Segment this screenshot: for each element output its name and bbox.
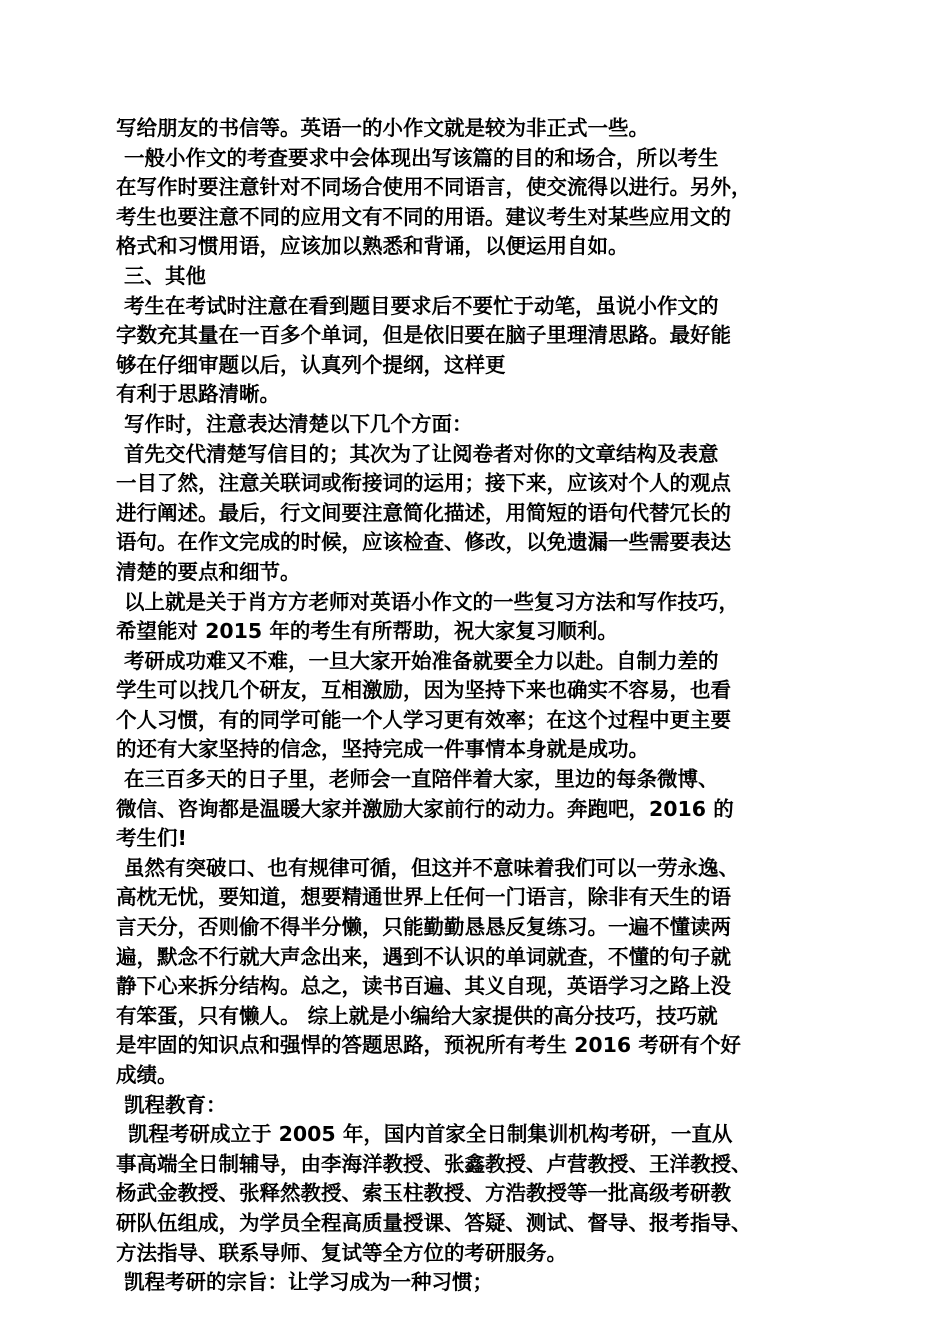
text-line: 考生在考试时注意在看到题目要求后不要忙于动笔，虽说小作文的 [124,293,719,318]
text-line: 个人习惯，有的同学可能一个人学习更有效率；在这个过程中更主要 [116,707,731,732]
text-line: 字数充其量在一百多个单词，但是依旧要在脑子里理清思路。最好能 [116,323,731,348]
text-line: 成绩。 [116,1063,178,1087]
text-line: 考研成功难又不难，一旦大家开始准备就要全力以赴。自制力差的 [124,648,719,673]
text-line: 高枕无忧，要知道，想要精通世界上任何一门语言，除非有天生的语 [116,885,731,910]
text-line: 有利于思路清晰。 [116,382,280,407]
text-line: 凯程考研成立于 2005 年，国内首家全日制集训机构考研，一直从 [128,1122,733,1147]
text-line: 有笨蛋，只有懒人。 综上就是小编给大家提供的高分技巧，技巧就 [116,1003,718,1028]
text-line: 静下心来拆分结构。总之，读书百遍、其义自现，英语学习之路上没 [116,974,731,999]
text-line: 写给朋友的书信等。英语一的小作文就是较为非正式一些。 [116,116,649,140]
text-line: 一目了然，注意关联词或衔接词的运用；接下来，应该对个人的观点 [116,471,731,496]
document-body [116,114,861,1298]
text-line: 一般小作文的考查要求中会体现出写该篇的目的和场合，所以考生 [124,145,719,170]
text-line: 够在仔细审题以后，认真列个提纲，这样更 [116,352,506,377]
text-line: 杨武金教授、张释然教授、索玉柱教授、方浩教授等一批高级考研教 [116,1181,731,1206]
text-line: 进行阐述。最后，行文间要注意简化描述，用简短的语句代替冗长的 [116,500,731,525]
text-line: 事高端全日制辅导，由李海洋教授、张鑫教授、卢营教授、王洋教授、 [116,1151,752,1176]
section-heading: 凯程教育： [124,1092,227,1117]
text-line: 清楚的要点和细节。 [116,559,301,584]
text-line: 首先交代清楚写信目的；其次为了让阅卷者对你的文章结构及表意 [124,441,719,466]
text-line: 学生可以找几个研友，互相激励，因为坚持下来也确实不容易，也看 [116,678,731,703]
text-line: 在写作时要注意针对不同场合使用不同语言，使交流得以进行。另外， [116,175,752,200]
text-line: 遍，默念不行就大声念出来，遇到不认识的单词就查，不懂的句子就 [116,944,731,969]
text-line: 微信、咨询都是温暖大家并激励大家前行的动力。奔跑吧，2016 的 [116,796,734,821]
text-line: 以上就是关于肖方方老师对英语小作文的一些复习方法和写作技巧， [124,589,739,614]
text-line: 是牢固的知识点和强悍的答题思路，预祝所有考生 2016 考研有个好 [116,1033,741,1058]
text-line: 言天分，否则偷不得半分懒，只能勤勤恳恳反复练习。一遍不懂读两 [116,915,731,940]
text-line: 的还有大家坚持的信念，坚持完成一件事情本身就是成功。 [116,737,649,762]
text-line: 写作时，注意表达清楚以下几个方面： [124,411,473,436]
text-line: 凯程考研的宗旨：让学习成为一种习惯； [124,1270,493,1295]
text-line: 方法指导、联系导师、复试等全方位的考研服务。 [116,1240,567,1265]
text-line: 研队伍组成，为学员全程高质量授课、答疑、测试、督导、报考指导、 [116,1210,752,1235]
text-line: 在三百多天的日子里，老师会一直陪伴着大家，里边的每条微博、 [124,767,719,792]
text-line: 考生也要注意不同的应用文有不同的用语。建议考生对某些应用文的 [116,204,731,229]
text-line: 语句。在作文完成的时候，应该检查、修改，以免遗漏一些需要表达 [116,530,731,555]
text-line: 格式和习惯用语，应该加以熟悉和背诵，以便运用自如。 [116,234,629,259]
text-line: 希望能对 2015 年的考生有所帮助，祝大家复习顺利。 [116,619,618,644]
text-line: 考生们! [116,826,187,851]
text-line: 虽然有突破口、也有规律可循，但这并不意味着我们可以一劳永逸、 [124,855,739,880]
section-heading: 三、其他 [124,263,206,288]
